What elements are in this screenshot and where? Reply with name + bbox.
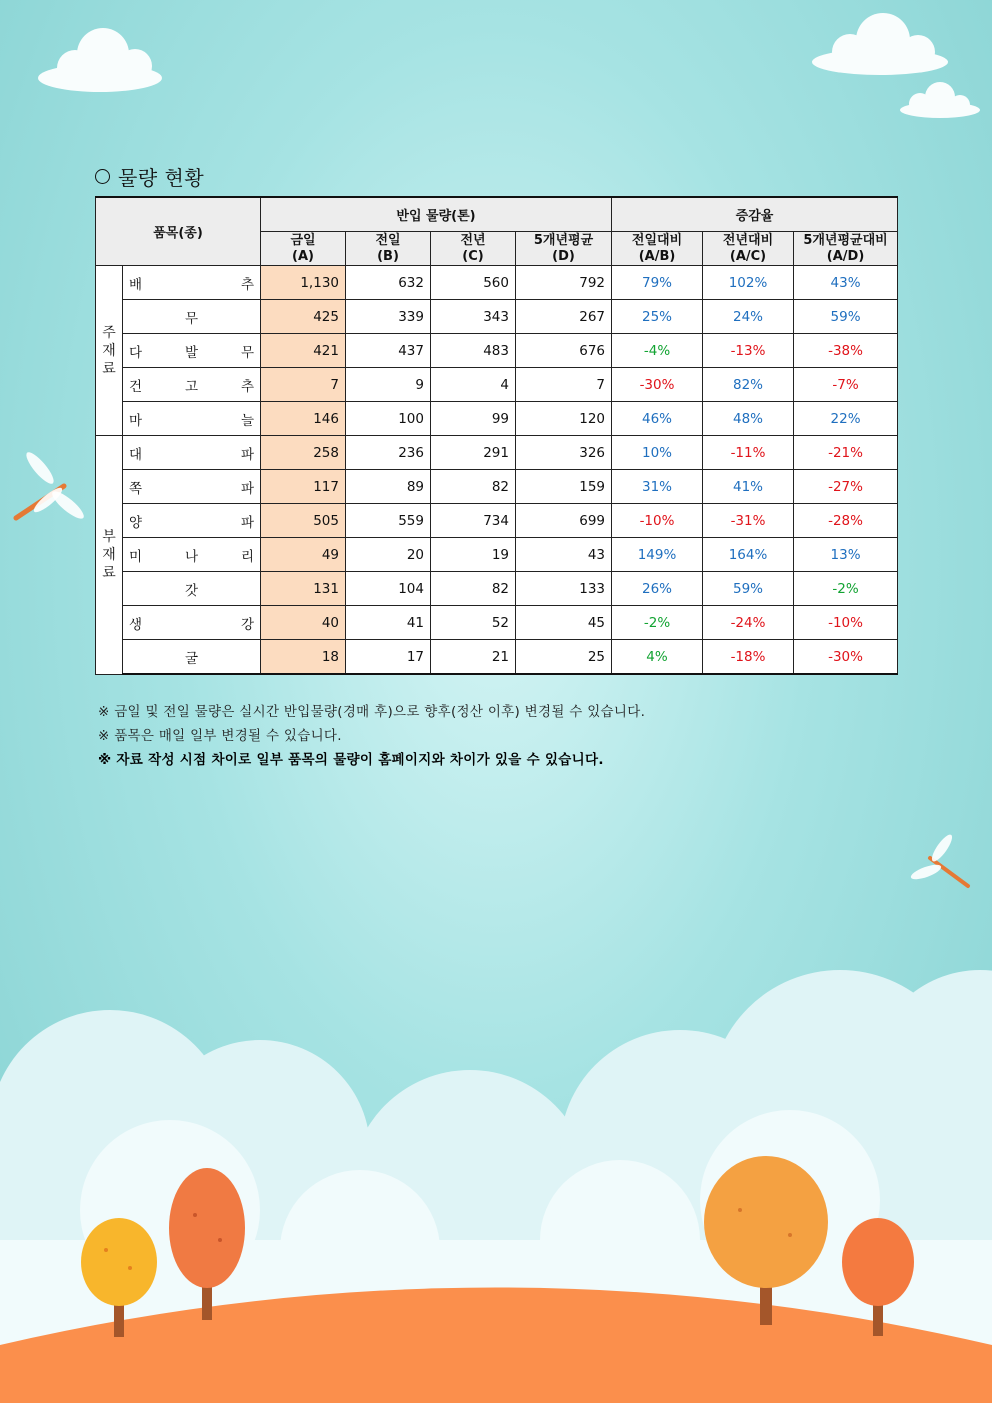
- table-row: [96, 368, 898, 402]
- item-char: 대: [129, 446, 143, 463]
- rate-ad: -30%: [794, 640, 898, 675]
- sub-header-code: (A/D): [826, 248, 865, 264]
- rate-ac: -18%: [703, 640, 794, 675]
- sub-header: [794, 232, 898, 266]
- rate-ac: -24%: [703, 606, 794, 640]
- item-name: [123, 470, 261, 504]
- item-char: 파: [240, 446, 254, 463]
- item-char: 발: [184, 344, 199, 361]
- item-name: [123, 538, 261, 572]
- volume-c: 343: [431, 300, 516, 334]
- volume-d: 120: [516, 402, 612, 436]
- volume-a: 258: [261, 436, 346, 470]
- volume-a: 425: [261, 300, 346, 334]
- sub-header-name: 전년: [460, 232, 486, 248]
- volume-b: 632: [346, 266, 431, 300]
- sub-header-code: (A/C): [729, 248, 767, 264]
- volume-a: 1,130: [261, 266, 346, 300]
- volume-d: 7: [516, 368, 612, 402]
- volume-d: 676: [516, 334, 612, 368]
- section-title-text: 물량 현황: [118, 166, 205, 190]
- volume-c: 483: [431, 334, 516, 368]
- volume-a: 421: [261, 334, 346, 368]
- item-char: 배: [129, 276, 143, 293]
- sub-header-name: 전일대비: [631, 232, 683, 248]
- item-char: 추: [240, 276, 254, 293]
- item-char: 파: [240, 514, 254, 531]
- table-row: [96, 436, 898, 470]
- note-line: ※ 금일 및 전일 물량은 실시간 반입물량(경매 후)으로 향후(정산 이후) 변경될 수 있습니다.: [98, 704, 646, 720]
- item-char: 쪽: [129, 480, 143, 497]
- rate-ac: 82%: [703, 368, 794, 402]
- header-item: 품목(종): [96, 197, 261, 266]
- item-char: 갓: [184, 582, 199, 599]
- table-row: [96, 266, 898, 300]
- item-name: [123, 606, 261, 640]
- volume-a: 117: [261, 470, 346, 504]
- note-line-bold: ※ 자료 작성 시점 차이로 일부 품목의 물량이 홈페이지와 차이가 있을 수 있습니다.: [98, 752, 604, 768]
- volume-d: 45: [516, 606, 612, 640]
- table-row: [96, 470, 898, 504]
- rate-ad: 43%: [794, 266, 898, 300]
- item-char: 건: [129, 378, 143, 395]
- item-char: 미: [129, 548, 143, 565]
- rate-ab: 149%: [612, 538, 703, 572]
- rate-ab: 10%: [612, 436, 703, 470]
- volume-b: 17: [346, 640, 431, 675]
- volume-d: 25: [516, 640, 612, 675]
- volume-c: 4: [431, 368, 516, 402]
- rate-ad: -28%: [794, 504, 898, 538]
- sub-header: [346, 232, 431, 266]
- rate-ab: -2%: [612, 606, 703, 640]
- volume-a: 40: [261, 606, 346, 640]
- rate-ab: 46%: [612, 402, 703, 436]
- volume-d: 699: [516, 504, 612, 538]
- item-char: 다: [129, 344, 143, 361]
- item-char: 리: [240, 548, 254, 565]
- sub-header-name: 전일: [375, 232, 401, 248]
- rate-ac: 24%: [703, 300, 794, 334]
- table-row: [96, 606, 898, 640]
- volume-b: 41: [346, 606, 431, 640]
- item-char: 마: [129, 412, 143, 429]
- volume-b: 20: [346, 538, 431, 572]
- group-label: 주 재 료: [96, 266, 123, 436]
- rate-ac: 102%: [703, 266, 794, 300]
- cloud-icon: [900, 82, 980, 118]
- sub-header-code: (B): [377, 248, 399, 264]
- rate-ac: -31%: [703, 504, 794, 538]
- rate-ad: -27%: [794, 470, 898, 504]
- rate-ab: 31%: [612, 470, 703, 504]
- volume-d: 43: [516, 538, 612, 572]
- dragonfly-icon: [909, 832, 968, 886]
- volume-a: 49: [261, 538, 346, 572]
- sub-header-code: (D): [552, 248, 575, 264]
- rate-ab: 4%: [612, 640, 703, 675]
- volume-b: 437: [346, 334, 431, 368]
- item-name: [123, 368, 261, 402]
- volume-table: [95, 196, 898, 675]
- group-label: 부 재 료: [96, 436, 123, 675]
- volume-b: 236: [346, 436, 431, 470]
- rate-ad: 13%: [794, 538, 898, 572]
- item-name: [123, 402, 261, 436]
- volume-b: 559: [346, 504, 431, 538]
- rate-ab: 25%: [612, 300, 703, 334]
- sub-header: [612, 232, 703, 266]
- volume-b: 100: [346, 402, 431, 436]
- table-row: [96, 572, 898, 606]
- item-char: 무: [240, 344, 254, 361]
- table-row: [96, 538, 898, 572]
- sub-header: [431, 232, 516, 266]
- rate-ab: -30%: [612, 368, 703, 402]
- rate-ad: -10%: [794, 606, 898, 640]
- notes: [98, 700, 645, 772]
- item-char: 고: [184, 378, 199, 395]
- volume-a: 7: [261, 368, 346, 402]
- sub-header-code: (C): [462, 248, 484, 264]
- volume-a: 131: [261, 572, 346, 606]
- rate-ab: 79%: [612, 266, 703, 300]
- rate-ac: -11%: [703, 436, 794, 470]
- rate-ad: -2%: [794, 572, 898, 606]
- sub-header-name: 금일: [290, 232, 316, 248]
- sub-header-name: 5개년평균: [533, 232, 594, 248]
- item-char: 생: [129, 616, 143, 633]
- sub-header-code: (A/B): [638, 248, 676, 264]
- volume-d: 133: [516, 572, 612, 606]
- volume-c: 21: [431, 640, 516, 675]
- section-title: [95, 162, 204, 191]
- item-name: [123, 436, 261, 470]
- header-rate-group: 증감율: [612, 197, 898, 232]
- item-char: 양: [129, 514, 143, 531]
- item-name: [123, 572, 261, 606]
- rate-ac: -13%: [703, 334, 794, 368]
- sub-header: [261, 232, 346, 266]
- volume-d: 159: [516, 470, 612, 504]
- item-name: [123, 504, 261, 538]
- table-row: [96, 334, 898, 368]
- volume-a: 18: [261, 640, 346, 675]
- rate-ac: 41%: [703, 470, 794, 504]
- volume-b: 339: [346, 300, 431, 334]
- item-name: [123, 640, 261, 675]
- volume-b: 104: [346, 572, 431, 606]
- cloud-icon: [38, 28, 162, 92]
- item-char: 강: [240, 616, 254, 633]
- rate-ac: 59%: [703, 572, 794, 606]
- item-char: 나: [184, 548, 199, 565]
- item-char: 늘: [240, 412, 254, 429]
- volume-d: 267: [516, 300, 612, 334]
- sub-header-code: (A): [292, 248, 314, 264]
- sub-header: [516, 232, 612, 266]
- note-line: ※ 품목은 매일 일부 변경될 수 있습니다.: [98, 728, 342, 744]
- header-volume-group: 반입 물량(톤): [261, 197, 612, 232]
- item-name: [123, 334, 261, 368]
- table-row: [96, 640, 898, 675]
- volume-c: 82: [431, 572, 516, 606]
- volume-c: 291: [431, 436, 516, 470]
- item-char: 무: [184, 310, 199, 327]
- rate-ad: -38%: [794, 334, 898, 368]
- rate-ad: 59%: [794, 300, 898, 334]
- rate-ad: -7%: [794, 368, 898, 402]
- volume-b: 89: [346, 470, 431, 504]
- rate-ac: 48%: [703, 402, 794, 436]
- volume-c: 19: [431, 538, 516, 572]
- volume-b: 9: [346, 368, 431, 402]
- volume-d: 792: [516, 266, 612, 300]
- rate-ab: -10%: [612, 504, 703, 538]
- table-row: [96, 300, 898, 334]
- volume-c: 734: [431, 504, 516, 538]
- rate-ad: -21%: [794, 436, 898, 470]
- sub-header: [703, 232, 794, 266]
- table-row: [96, 504, 898, 538]
- sub-header-name: 5개년평균대비: [803, 232, 888, 248]
- item-char: 파: [240, 480, 254, 497]
- item-char: 굴: [184, 650, 199, 667]
- rate-ab: 26%: [612, 572, 703, 606]
- volume-a: 146: [261, 402, 346, 436]
- volume-c: 82: [431, 470, 516, 504]
- rate-ab: -4%: [612, 334, 703, 368]
- volume-c: 52: [431, 606, 516, 640]
- rate-ac: 164%: [703, 538, 794, 572]
- volume-a: 505: [261, 504, 346, 538]
- volume-c: 560: [431, 266, 516, 300]
- table-body: [96, 266, 898, 675]
- table-row: [96, 402, 898, 436]
- sub-header-name: 전년대비: [722, 232, 774, 248]
- item-char: 추: [240, 378, 254, 395]
- item-name: [123, 300, 261, 334]
- volume-c: 99: [431, 402, 516, 436]
- volume-d: 326: [516, 436, 612, 470]
- cloud-icon: [812, 13, 948, 75]
- dragonfly-icon: [16, 449, 87, 523]
- item-name: [123, 266, 261, 300]
- rate-ad: 22%: [794, 402, 898, 436]
- circle-bullet-icon: [95, 169, 110, 184]
